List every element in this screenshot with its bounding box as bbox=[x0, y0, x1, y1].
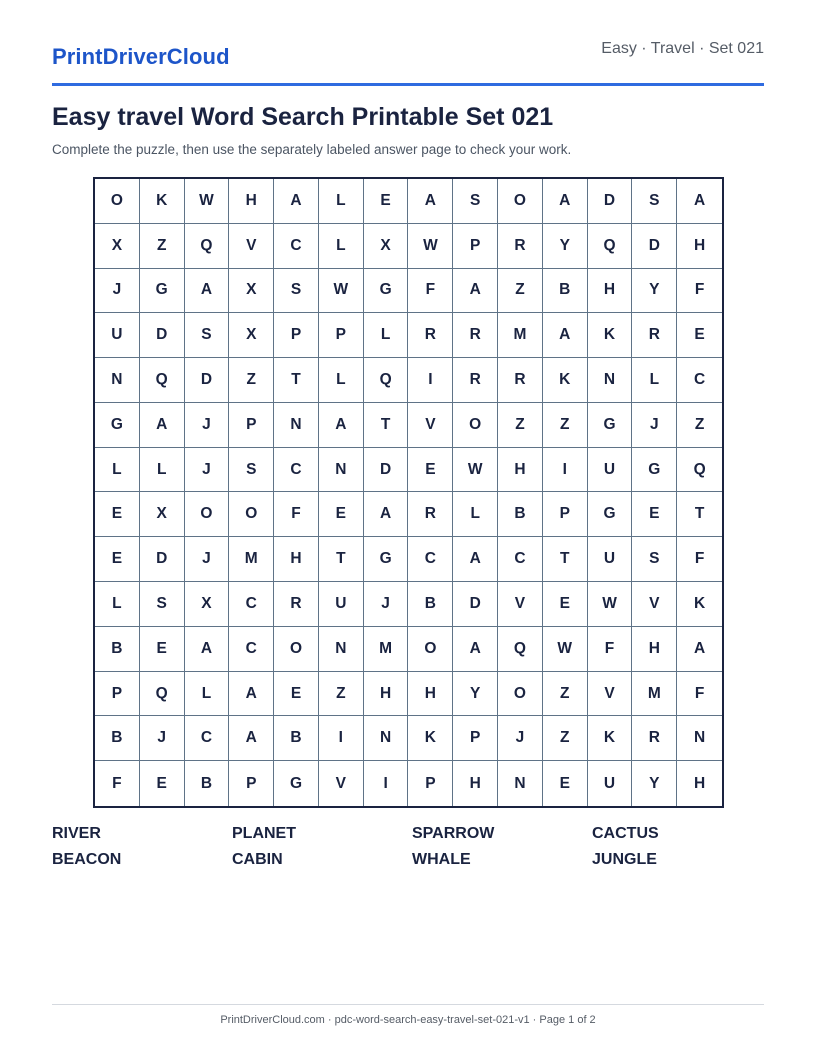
grid-cell: B bbox=[185, 761, 230, 806]
grid-cell: O bbox=[185, 492, 230, 537]
word-list-item: WHALE bbox=[412, 851, 471, 868]
grid-cell: P bbox=[453, 716, 498, 761]
grid-cell: D bbox=[632, 224, 677, 269]
grid-cell: K bbox=[588, 313, 633, 358]
grid-cell: G bbox=[95, 403, 140, 448]
grid-cell: S bbox=[140, 582, 185, 627]
grid-cell: Z bbox=[319, 672, 364, 717]
grid-cell: E bbox=[95, 537, 140, 582]
grid-cell: O bbox=[274, 627, 319, 672]
grid-cell: H bbox=[364, 672, 409, 717]
grid-cell: M bbox=[229, 537, 274, 582]
grid-cell: U bbox=[588, 448, 633, 493]
grid-cell: Z bbox=[140, 224, 185, 269]
grid-cell: R bbox=[408, 492, 453, 537]
grid-cell: Q bbox=[140, 358, 185, 403]
grid-cell: H bbox=[588, 269, 633, 314]
grid-cell: E bbox=[677, 313, 722, 358]
grid-cell: U bbox=[319, 582, 364, 627]
grid-cell: Q bbox=[364, 358, 409, 403]
grid-cell: Z bbox=[498, 403, 543, 448]
grid-cell: L bbox=[319, 358, 364, 403]
word-list-item: RIVER bbox=[52, 825, 101, 842]
grid-cell: Q bbox=[185, 224, 230, 269]
grid-cell: N bbox=[364, 716, 409, 761]
grid-cell: V bbox=[498, 582, 543, 627]
grid-cell: L bbox=[185, 672, 230, 717]
grid-cell: J bbox=[140, 716, 185, 761]
page-header bbox=[52, 40, 764, 86]
grid-cell: D bbox=[453, 582, 498, 627]
grid-cell: E bbox=[319, 492, 364, 537]
grid-cell: I bbox=[408, 358, 453, 403]
grid-cell: Y bbox=[453, 672, 498, 717]
grid-cell: Z bbox=[543, 403, 588, 448]
word-list-item: PLANET bbox=[232, 825, 296, 842]
grid-cell: L bbox=[632, 358, 677, 403]
grid-cell: W bbox=[408, 224, 453, 269]
grid-cell: H bbox=[229, 179, 274, 224]
grid-cell: N bbox=[588, 358, 633, 403]
grid-cell: R bbox=[632, 716, 677, 761]
grid-cell: P bbox=[95, 672, 140, 717]
grid-cell: V bbox=[319, 761, 364, 806]
grid-cell: A bbox=[543, 313, 588, 358]
grid-cell: J bbox=[364, 582, 409, 627]
grid-cell: L bbox=[364, 313, 409, 358]
grid-cell: L bbox=[319, 224, 364, 269]
grid-cell: A bbox=[229, 672, 274, 717]
grid-cell: H bbox=[274, 537, 319, 582]
grid-cell: N bbox=[498, 761, 543, 806]
grid-cell: V bbox=[229, 224, 274, 269]
grid-cell: J bbox=[185, 403, 230, 448]
grid-cell: G bbox=[588, 492, 633, 537]
grid-cell: A bbox=[677, 627, 722, 672]
grid-cell: Z bbox=[543, 716, 588, 761]
grid-cell: V bbox=[588, 672, 633, 717]
grid-cell: Y bbox=[632, 761, 677, 806]
grid-cell: K bbox=[677, 582, 722, 627]
grid-cell: C bbox=[229, 582, 274, 627]
grid-cell: J bbox=[185, 537, 230, 582]
grid-cell: J bbox=[632, 403, 677, 448]
grid-cell: S bbox=[453, 179, 498, 224]
grid-cell: F bbox=[274, 492, 319, 537]
grid-cell: Q bbox=[677, 448, 722, 493]
grid-cell: H bbox=[498, 448, 543, 493]
grid-cell: E bbox=[408, 448, 453, 493]
grid-cell: E bbox=[543, 582, 588, 627]
grid-cell: E bbox=[140, 627, 185, 672]
grid-cell: N bbox=[677, 716, 722, 761]
grid-cell: O bbox=[498, 179, 543, 224]
grid-cell: G bbox=[364, 269, 409, 314]
grid-cell: Y bbox=[632, 269, 677, 314]
grid-cell: F bbox=[677, 537, 722, 582]
grid-cell: L bbox=[95, 582, 140, 627]
grid-cell: X bbox=[229, 269, 274, 314]
grid-cell: A bbox=[364, 492, 409, 537]
grid-cell: O bbox=[498, 672, 543, 717]
grid-cell: D bbox=[185, 358, 230, 403]
grid-cell: R bbox=[498, 358, 543, 403]
grid-cell: N bbox=[95, 358, 140, 403]
grid-cell: G bbox=[274, 761, 319, 806]
grid-cell: A bbox=[453, 269, 498, 314]
grid-cell: S bbox=[274, 269, 319, 314]
grid-cell: N bbox=[319, 627, 364, 672]
grid-cell: T bbox=[319, 537, 364, 582]
grid-cell: A bbox=[408, 179, 453, 224]
grid-cell: P bbox=[453, 224, 498, 269]
grid-cell: O bbox=[408, 627, 453, 672]
header-divider bbox=[52, 83, 764, 86]
grid-cell: P bbox=[408, 761, 453, 806]
grid-cell: M bbox=[632, 672, 677, 717]
word-search-grid bbox=[93, 177, 724, 808]
grid-cell: H bbox=[408, 672, 453, 717]
grid-cell: I bbox=[543, 448, 588, 493]
grid-cell: C bbox=[274, 224, 319, 269]
grid-cell: X bbox=[95, 224, 140, 269]
grid-cell: S bbox=[632, 537, 677, 582]
grid-cell: B bbox=[274, 716, 319, 761]
grid-cell: C bbox=[229, 627, 274, 672]
grid-cell: V bbox=[632, 582, 677, 627]
grid-cell: R bbox=[274, 582, 319, 627]
grid-cell: N bbox=[274, 403, 319, 448]
grid-cell: Q bbox=[498, 627, 543, 672]
grid-cell: F bbox=[408, 269, 453, 314]
grid-cell: J bbox=[185, 448, 230, 493]
grid-cell: Z bbox=[543, 672, 588, 717]
grid-cell: E bbox=[543, 761, 588, 806]
page-footer: PrintDriverCloud.com · pdc-word-search-easy-travel-set-021-v1 · Page 1 of 2 bbox=[220, 1014, 596, 1026]
grid-cell: C bbox=[677, 358, 722, 403]
grid-cell: P bbox=[319, 313, 364, 358]
grid-cell: F bbox=[677, 269, 722, 314]
grid-cell: W bbox=[319, 269, 364, 314]
word-list-item: SPARROW bbox=[412, 825, 495, 842]
grid-cell: W bbox=[185, 179, 230, 224]
grid-cell: U bbox=[588, 761, 633, 806]
grid-cell: E bbox=[632, 492, 677, 537]
grid-cell: C bbox=[498, 537, 543, 582]
footer-divider bbox=[52, 1004, 764, 1005]
grid-cell: P bbox=[229, 761, 274, 806]
grid-cell: A bbox=[453, 537, 498, 582]
grid-cell: G bbox=[364, 537, 409, 582]
grid-cell: F bbox=[588, 627, 633, 672]
grid-cell: B bbox=[95, 627, 140, 672]
grid-cell: E bbox=[140, 761, 185, 806]
word-list-item: CACTUS bbox=[592, 825, 659, 842]
grid-cell: H bbox=[453, 761, 498, 806]
grid-cell: X bbox=[140, 492, 185, 537]
grid-cell: Z bbox=[677, 403, 722, 448]
grid-cell: R bbox=[453, 313, 498, 358]
grid-cell: J bbox=[498, 716, 543, 761]
grid-cell: A bbox=[677, 179, 722, 224]
grid-cell: W bbox=[588, 582, 633, 627]
grid-cell: D bbox=[364, 448, 409, 493]
grid-cell: Q bbox=[140, 672, 185, 717]
grid-cell: A bbox=[319, 403, 364, 448]
grid-cell: Y bbox=[543, 224, 588, 269]
word-list-item: BEACON bbox=[52, 851, 122, 868]
grid-cell: I bbox=[319, 716, 364, 761]
grid-cell: K bbox=[588, 716, 633, 761]
grid-cell: I bbox=[364, 761, 409, 806]
grid-cell: O bbox=[229, 492, 274, 537]
grid-cell: T bbox=[364, 403, 409, 448]
grid-cell: U bbox=[95, 313, 140, 358]
page-subtitle: Complete the puzzle, then use the separately labeled answer page to check your work. bbox=[52, 142, 572, 157]
grid-cell: T bbox=[274, 358, 319, 403]
grid-cell: L bbox=[453, 492, 498, 537]
grid-cell: A bbox=[543, 179, 588, 224]
grid-cell: W bbox=[543, 627, 588, 672]
grid-cell: W bbox=[453, 448, 498, 493]
grid-cell: F bbox=[677, 672, 722, 717]
grid-cell: G bbox=[588, 403, 633, 448]
word-list-item: JUNGLE bbox=[592, 851, 657, 868]
grid-cell: O bbox=[453, 403, 498, 448]
grid-cell: B bbox=[95, 716, 140, 761]
grid-cell: B bbox=[498, 492, 543, 537]
grid-cell: X bbox=[185, 582, 230, 627]
word-list-item: CABIN bbox=[232, 851, 283, 868]
grid-cell: R bbox=[632, 313, 677, 358]
grid-cell: D bbox=[588, 179, 633, 224]
grid-cell: D bbox=[140, 313, 185, 358]
grid-cell: S bbox=[632, 179, 677, 224]
grid-cell: A bbox=[185, 627, 230, 672]
grid-cell: K bbox=[140, 179, 185, 224]
grid-cell: P bbox=[274, 313, 319, 358]
grid-cell: V bbox=[408, 403, 453, 448]
grid-cell: A bbox=[185, 269, 230, 314]
grid-cell: J bbox=[95, 269, 140, 314]
grid-cell: R bbox=[453, 358, 498, 403]
grid-cell: H bbox=[693, 774, 706, 792]
word-list bbox=[52, 825, 772, 869]
grid-cell: P bbox=[543, 492, 588, 537]
page-title: Easy travel Word Search Printable Set 021 bbox=[52, 103, 554, 131]
grid-cell: M bbox=[364, 627, 409, 672]
grid-cell: C bbox=[408, 537, 453, 582]
grid-cell: Z bbox=[229, 358, 274, 403]
grid-cell: C bbox=[185, 716, 230, 761]
grid-cell: L bbox=[95, 448, 140, 493]
grid-cell: R bbox=[498, 224, 543, 269]
grid-cell: X bbox=[229, 313, 274, 358]
grid-cell: A bbox=[229, 716, 274, 761]
grid-cell: D bbox=[140, 537, 185, 582]
grid-cell: X bbox=[364, 224, 409, 269]
grid-cell: S bbox=[229, 448, 274, 493]
grid-cell: E bbox=[364, 179, 409, 224]
grid-cell: M bbox=[498, 313, 543, 358]
grid-cell: B bbox=[543, 269, 588, 314]
grid-cell: P bbox=[229, 403, 274, 448]
grid-cell: A bbox=[274, 179, 319, 224]
grid-cell: T bbox=[543, 537, 588, 582]
grid-cell: R bbox=[408, 313, 453, 358]
grid-cell: K bbox=[408, 716, 453, 761]
puzzle-meta: Easy · Travel · Set 021 bbox=[601, 40, 764, 57]
grid-cell: H bbox=[677, 224, 722, 269]
grid-cell: T bbox=[677, 492, 722, 537]
grid-cell: L bbox=[140, 448, 185, 493]
grid-cell: O bbox=[95, 179, 140, 224]
grid-cell: Z bbox=[498, 269, 543, 314]
grid-cell: K bbox=[543, 358, 588, 403]
brand-logo[interactable]: PrintDriverCloud bbox=[52, 44, 230, 69]
grid-cell: A bbox=[140, 403, 185, 448]
grid-cell: U bbox=[588, 537, 633, 582]
grid-cell: F bbox=[95, 761, 140, 806]
grid-cell: G bbox=[140, 269, 185, 314]
grid-cell: H bbox=[632, 627, 677, 672]
grid-cell: S bbox=[185, 313, 230, 358]
grid-cell: N bbox=[319, 448, 364, 493]
grid-cells bbox=[95, 179, 722, 806]
grid-cell: A bbox=[453, 627, 498, 672]
grid-cell: Q bbox=[588, 224, 633, 269]
grid-cell: G bbox=[632, 448, 677, 493]
grid-cell: E bbox=[95, 492, 140, 537]
grid-cell: B bbox=[408, 582, 453, 627]
grid-cell: L bbox=[319, 179, 364, 224]
grid-cell: C bbox=[274, 448, 319, 493]
grid-cell: E bbox=[274, 672, 319, 717]
